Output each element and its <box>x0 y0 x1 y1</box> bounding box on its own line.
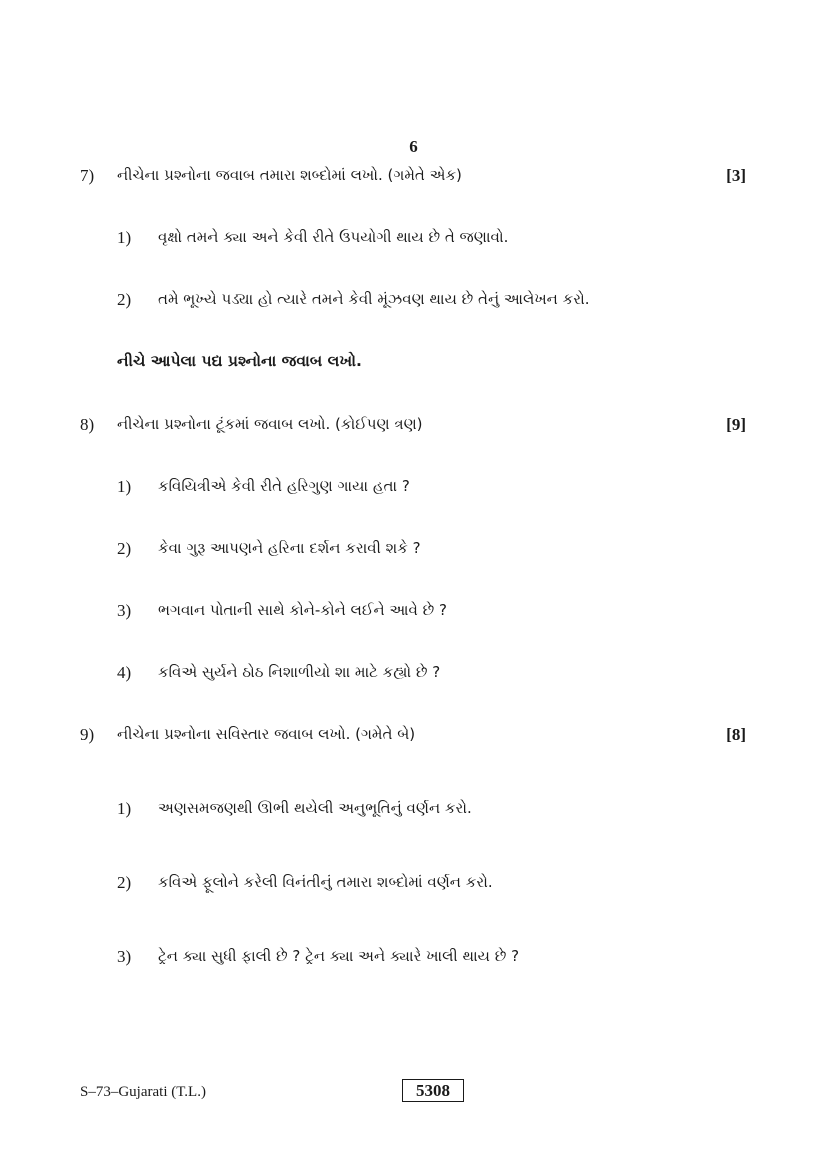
subquestion-number: 2) <box>117 539 132 558</box>
marks-label: [3] <box>726 166 746 185</box>
page-number: 6 <box>409 137 418 156</box>
subquestion-text: કવિએ સુર્યને ઠોઠ નિશાળીયો શા માટે કહ્યો છે ? <box>158 663 441 681</box>
subquestion-text: કવિએ ફૂલોને કરેલી વિનંતીનું તમારા શબ્દોમાં વર્ણન કરો. <box>158 873 493 891</box>
subquestion-text: ભગવાન પોતાની સાથે કોને-કોને લઈને આવે છે ? <box>158 601 447 619</box>
subquestion-number: 1) <box>117 799 132 818</box>
subquestion-text: ટ્રેન ક્યા સુધી ફાલી છે ? ટ્રેન ક્યા અને ક્યારે ખાલી થાય છે ? <box>158 947 520 965</box>
subquestion-number: 3) <box>117 947 132 966</box>
marks-label: [8] <box>726 725 746 744</box>
question-number: 7) <box>80 166 95 185</box>
subquestion-number: 2) <box>117 290 132 309</box>
subquestion-number: 3) <box>117 601 132 620</box>
question-text: નીચેના પ્રશ્નોના સવિસ્તાર જવાબ લખો. (ગમેતે બે) <box>117 725 416 743</box>
paper-number-box: 5308 <box>402 1079 464 1102</box>
subquestion-number: 2) <box>117 873 132 892</box>
question-text: નીચેના પ્રશ્નોના જવાબ તમારા શબ્દોમાં લખો. (ગમેતે એક) <box>117 166 462 184</box>
subquestion-text: કેવા ગુરૂ આપણને હરિના દર્શન કરાવી શકે ? <box>158 539 421 557</box>
subquestion-text: વૃક્ષો તમને ક્યા અને કેવી રીતે ઉપયોગી થાય છે તે જણાવો. <box>158 228 509 246</box>
subquestion-number: 1) <box>117 228 132 247</box>
marks-label: [9] <box>726 415 746 434</box>
section-heading: નીચે આપેલા પદ્ય પ્રશ્નોના જવાબ લખો. <box>117 352 362 370</box>
question-number: 9) <box>80 725 95 744</box>
paper-code: S–73–Gujarati (T.L.) <box>80 1084 206 1100</box>
subquestion-text: કવિયિત્રીએ કેવી રીતે હરિગુણ ગાયા હતા ? <box>158 477 410 495</box>
subquestion-number: 1) <box>117 477 132 496</box>
question-text: નીચેના પ્રશ્નોના ટૂંકમાં જવાબ લખો. (કોઈપણ ત્રણ) <box>117 415 423 433</box>
subquestion-text: અણસમજણથી ઊભી થયેલી અનુભૂતિનું વર્ણન કરો. <box>158 799 472 817</box>
subquestion-text: તમે ભૂખ્યે પડ્યા હો ત્યારે તમને કેવી મૂંઝવણ થાય છે તેનું આલેખન કરો. <box>158 290 590 308</box>
question-number: 8) <box>80 415 95 434</box>
subquestion-number: 4) <box>117 663 132 682</box>
